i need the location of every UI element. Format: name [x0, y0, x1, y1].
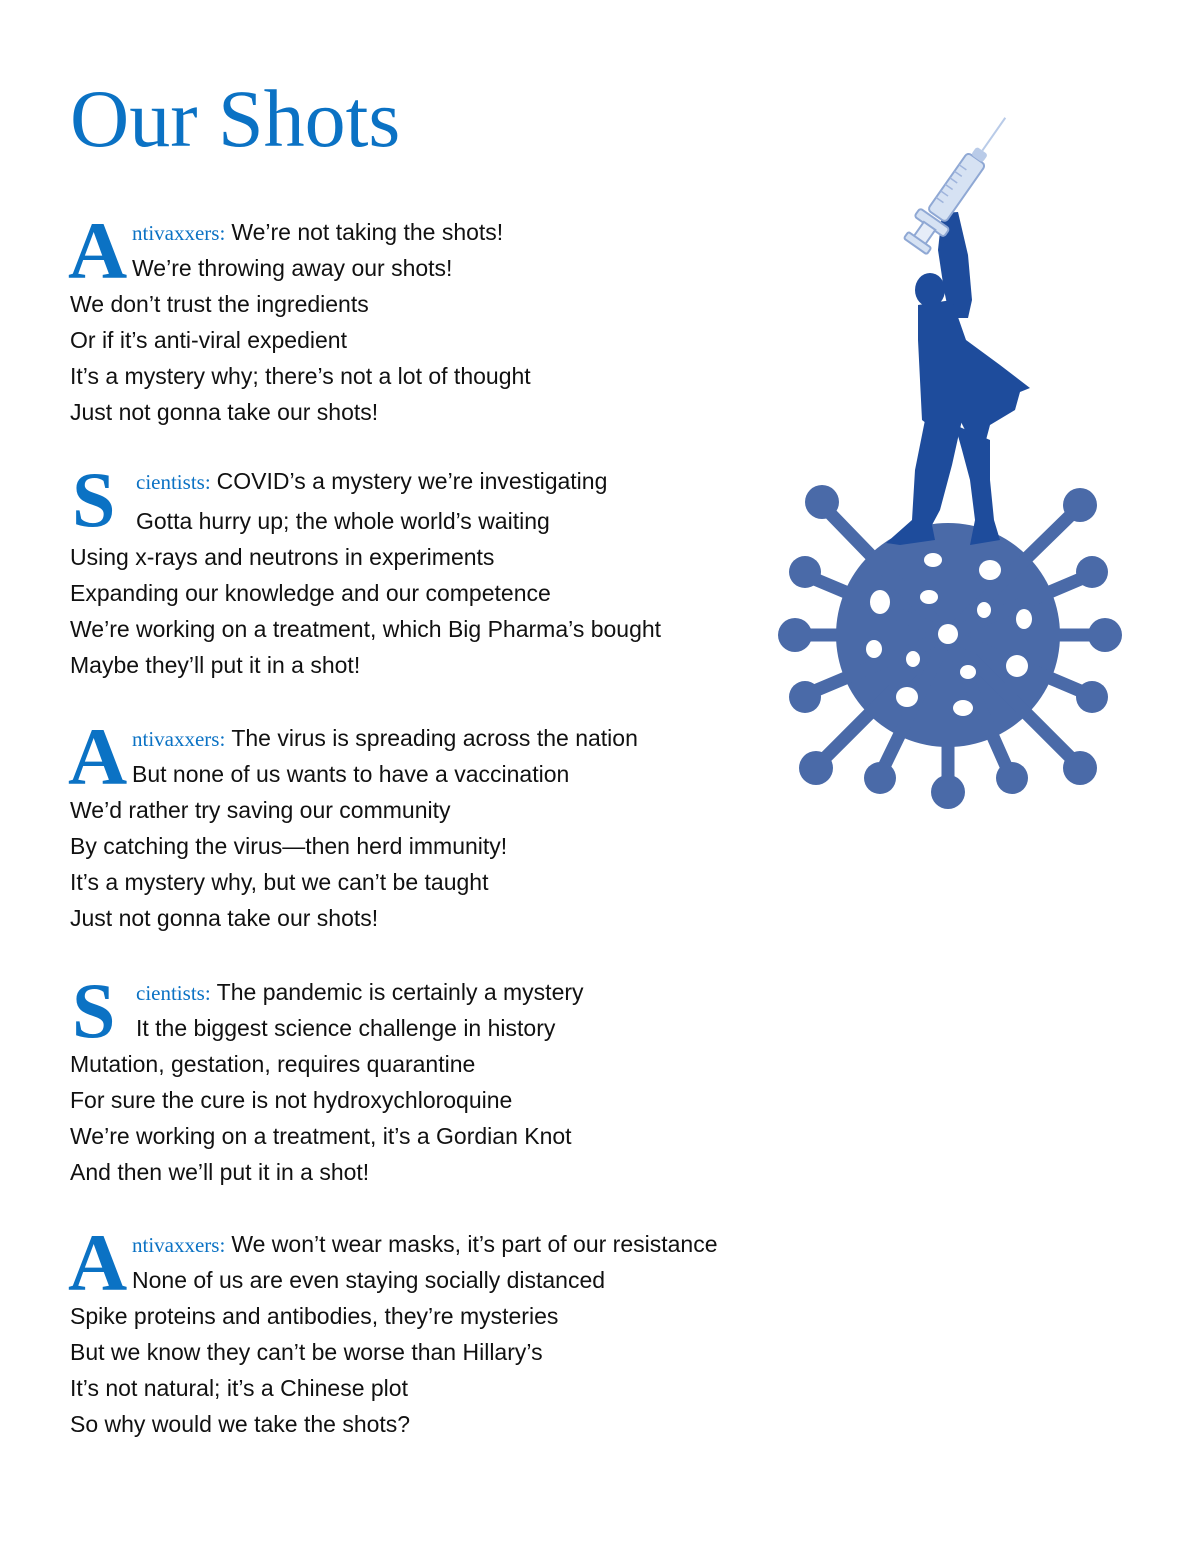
verse-line: We’re working on a treatment, it’s a Gordian Knot: [70, 1123, 572, 1149]
verse-line: It the biggest science challenge in history: [136, 1015, 556, 1041]
verse-5: [68, 1217, 718, 1442]
verse-3: [68, 711, 638, 936]
verse-line: Just not gonna take our shots!: [70, 905, 379, 931]
virus-icon: [778, 485, 1122, 809]
verse-line: It’s a mystery why, but we can’t be taught: [70, 869, 489, 895]
verse-line-text: We’re not taking the shots!: [231, 219, 504, 245]
verse-line: We’d rather try saving our community: [70, 797, 451, 823]
verse-line: We’re working on a treatment, which Big Pharma’s bought: [70, 616, 662, 642]
verse-line: By catching the virus—then herd immunity!: [70, 833, 508, 859]
verse-line: It’s not natural; it’s a Chinese plot: [70, 1375, 408, 1401]
verse-line: And then we’ll put it in a shot!: [70, 1159, 370, 1185]
verse-line: But none of us wants to have a vaccination: [132, 761, 570, 787]
verse-line-text: We won’t wear masks, it’s part of our resistance: [231, 1231, 718, 1257]
verse-line: Spike proteins and antibodies, they’re mysteries: [70, 1303, 559, 1329]
verse-line: We’re throwing away our shots!: [132, 255, 453, 281]
speaker-label: cientists:: [136, 981, 211, 1005]
drop-cap: S: [72, 967, 116, 1054]
drop-cap: A: [68, 711, 128, 802]
verse-4: [70, 967, 584, 1190]
speaker-label: ntivaxxers:: [132, 221, 226, 245]
verse-line-text: The virus is spreading across the nation: [231, 725, 638, 751]
verse-line-text: COVID’s a mystery we’re investigating: [216, 468, 608, 494]
speaker-label: ntivaxxers:: [132, 727, 226, 751]
verse-line: Gotta hurry up; the whole world’s waiting: [136, 508, 550, 534]
verse-line: Using x-rays and neutrons in experiments: [70, 544, 495, 570]
verse-line: Just not gonna take our shots!: [70, 399, 379, 425]
verse-line: Or if it’s anti-viral expedient: [70, 327, 347, 353]
verse-line: We don’t trust the ingredients: [70, 291, 369, 317]
verse-line: For sure the cure is not hydroxychloroquine: [70, 1087, 513, 1113]
drop-cap: S: [72, 456, 116, 543]
verse-line: Expanding our knowledge and our competence: [70, 580, 551, 606]
verse-2: [70, 456, 662, 683]
verse-line: Mutation, gestation, requires quarantine: [70, 1051, 476, 1077]
drop-cap: A: [68, 1217, 128, 1308]
speaker-label: cientists:: [136, 470, 211, 494]
verse-line: Maybe they’ll put it in a shot!: [70, 652, 361, 678]
verse-1: [68, 205, 531, 430]
verse-line-text: The pandemic is certainly a mystery: [216, 979, 584, 1005]
verse-line: But we know they can’t be worse than Hillary’s: [70, 1339, 543, 1365]
drop-cap: A: [68, 205, 128, 296]
verse-line: So why would we take the shots?: [70, 1411, 411, 1437]
person-silhouette-icon: [886, 212, 1030, 545]
verse-line: None of us are even staying socially distanced: [132, 1267, 606, 1293]
illustration: [770, 100, 1130, 820]
verse-line: It’s a mystery why; there’s not a lot of thought: [70, 363, 531, 389]
speaker-label: ntivaxxers:: [132, 1233, 226, 1257]
page-title: Our Shots: [70, 73, 401, 164]
